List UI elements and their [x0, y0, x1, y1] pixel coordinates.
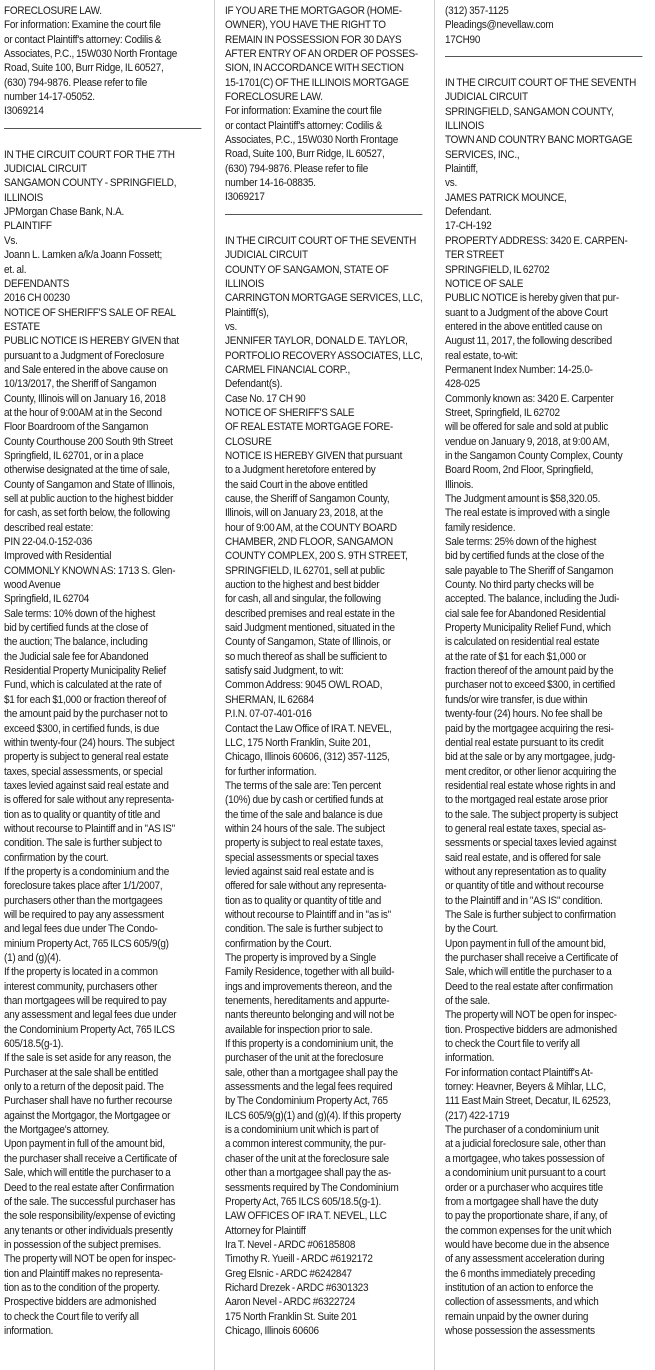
notice-line: Residential Property Municipality Relief [4, 665, 166, 678]
notice-line: is calculated on residential real estate [445, 636, 600, 649]
notice-line: tion and Plaintiff makes no representa- [4, 1267, 163, 1280]
notice-line: County. No third party checks will be [445, 579, 594, 592]
notice-line: PLAINTIFF [4, 220, 52, 233]
notice-line: 15-1701(C) OF THE ILLINOIS MORTGAGE [225, 76, 409, 89]
notice-line: or contact Plaintiff's attorney: Codilis & [225, 119, 383, 132]
notice-line: otherwise designated at the time of sale, [4, 464, 170, 477]
notice-line: any tenants or other individuals presently [4, 1224, 173, 1237]
notice-line: property is subject to general real estate [4, 751, 169, 764]
notice-line: Commonly known as: 3420 E. Carpenter [445, 392, 614, 405]
notice-line: of the sale. The successful purchaser has [4, 1195, 176, 1208]
notice-line: the Condominium Property Act, 765 ILCS [4, 1023, 175, 1036]
notice-line: from a mortgagee shall have the duty [445, 1195, 599, 1208]
notice-line: LAW OFFICES OF IRA T. NEVEL, LLC [225, 1210, 387, 1223]
notice-line: 605/18.5(g-1). [4, 1038, 64, 1051]
notice-line: Family Residence, together with all build- [225, 966, 395, 979]
notice-line: JENNIFER TAYLOR, DONALD E. TAYLOR, [225, 335, 408, 348]
notice-line: Defendant. [445, 206, 492, 219]
notice-line: Common Address: 9045 OWL ROAD, [225, 679, 383, 692]
notice-line: Plaintiff(s), [225, 306, 269, 319]
notice-line: condition. The sale is further subject to [4, 837, 162, 850]
notice-line: Illinois. [445, 478, 474, 491]
notice-line: collection of assessments, and which [445, 1296, 599, 1309]
notice-line: minium Property Act, 765 ILCS 605/9(g) [4, 937, 169, 950]
notice-line: sell at public auction to the highest bidder [4, 493, 174, 505]
notice-line: entered in the above entitled cause on [445, 320, 603, 333]
notice-line: for cash, all and singular, the following [225, 593, 381, 606]
notice-line: (312) 357-1125 [445, 5, 509, 17]
notice-line: foreclosure takes place after 1/1/2007, [4, 880, 163, 893]
notice-line: August 11, 2017, the following described [445, 335, 612, 348]
notice-line: If the sale is set aside for any reason, the [4, 1052, 171, 1065]
notice-line: paid by the mortgagee acquiring the resi- [445, 722, 614, 735]
notice-line: PORTFOLIO RECOVERY ASSOCIATES, LLC, [225, 349, 423, 362]
notice-line: information. [4, 1324, 54, 1337]
notice-line: fraction thereof of the amount paid by the [445, 665, 614, 678]
notice-line: to check the Court file to verify all [445, 1038, 580, 1051]
notice-line: NOTICE IS HEREBY GIVEN that pursuant [225, 449, 403, 462]
notice-line: the purchaser shall receive a Certificate of [445, 952, 618, 964]
notice-line: Fund, which is calculated at the rate of [4, 679, 162, 692]
notice-line: FORECLOSURE LAW. [4, 5, 102, 17]
notice-line: will be offered for sale and sold at public [445, 421, 609, 434]
notice-block [445, 4, 636, 47]
notice-line: at a judicial foreclosure sale, other than [445, 1138, 606, 1151]
notice-line: sessments required by The Condominium [225, 1181, 399, 1194]
notice-line: the said Court in the above entitled [225, 478, 368, 491]
notice-line: order or a purchaser who acquires title [445, 1181, 603, 1194]
notice-line: Property Municipality Relief Fund, which [445, 622, 611, 635]
notice-line: cial sale fee for Abandoned Residential [445, 607, 606, 620]
notice-line: is a condominium unit which is part of [225, 1124, 379, 1137]
notice-line: the purchaser shall receive a Certificate of [4, 1152, 177, 1165]
notice-line: IF YOU ARE THE MORTGAGOR (HOME- [225, 5, 402, 17]
notice-line: If this property is a condominium unit, the [225, 1038, 394, 1051]
notice-line: Chicago, Illinois 60606, (312) 357-1125, [225, 751, 390, 764]
notice-line: SERVICES, INC., [445, 148, 520, 161]
notice-line: auction to the highest and best bidder [225, 579, 380, 592]
notice-line: to a Judgment heretofore entered by [225, 464, 376, 477]
notice-line: confirmation by the Court. [225, 937, 332, 950]
notice-line: whose possession the assessments [445, 1324, 595, 1337]
notice-line: The property will NOT be open for inspec- [445, 1009, 617, 1022]
notice-line: Springfield, IL 62704 [4, 593, 90, 606]
notice-line: COMMONLY KNOWN AS: 1713 S. Glen- [4, 564, 176, 577]
notice-line: Illinois, will on January 23, 2018, at the [225, 507, 383, 520]
notice-line: NOTICE OF SALE [445, 277, 524, 290]
notice-line: IN THE CIRCUIT COURT FOR THE 7TH [4, 148, 175, 161]
notice-line: taxes levied against said real estate and [4, 779, 169, 792]
notice-line: CLOSURE [225, 435, 272, 448]
notice-line: PIN 22-04.0-152-036 [4, 536, 93, 549]
notice-line: property is subject to real estate taxes, [225, 837, 384, 850]
notice-line: PROPERTY ADDRESS: 3420 E. CARPEN- [445, 234, 628, 247]
notice-line: vs. [225, 320, 238, 333]
notice-line: For information contact Plaintiff's At- [445, 1066, 593, 1079]
notice-line: The terms of the sale are: Ten percent [225, 779, 381, 792]
notice-line: a mortgagee, who takes possession of [445, 1152, 605, 1165]
notice-line: cause, the Sheriff of Sangamon County, [225, 493, 390, 505]
notice-line: Richard Drezek - ARDC #6301323 [225, 1281, 369, 1294]
notice-line: the sole responsibility/expense of evicting [4, 1210, 176, 1223]
notice-line: information. [445, 1052, 495, 1065]
notice-line: the time of the sale and balance is due [225, 808, 383, 821]
notice-line: TOWN AND COUNTRY BANC MORTGAGE [445, 134, 633, 147]
notice-divider [4, 128, 201, 129]
notice-line: without any representation as to quality [445, 865, 606, 878]
notice-block [225, 234, 423, 1338]
notice-line: PUBLIC NOTICE is hereby given that pur- [445, 292, 619, 305]
notice-line: assessments and the legal fees required [225, 1081, 393, 1094]
notice-line: a common interest community, the pur- [225, 1138, 386, 1151]
notice-line: to the Plaintiff and in "AS IS" condition. [445, 894, 603, 907]
notice-line: (1) and (g)(4). [4, 952, 61, 964]
notice-line: JUDICIAL CIRCUIT [445, 91, 528, 104]
notice-line: The property is improved by a Single [225, 952, 376, 964]
notice-line: sale payable to The Sheriff of Sangamon [445, 564, 614, 577]
notice-block [4, 148, 195, 1339]
notice-line: NOTICE OF SHERIFF'S SALE OF REAL [4, 306, 176, 319]
notice-line: bid at the sale or by any mortgagee, judg- [445, 751, 616, 764]
notice-line: Greg Elsnic - ARDC #6242847 [225, 1267, 352, 1280]
notice-line: Attorney for Plaintiff [225, 1224, 306, 1237]
column-3 [445, 4, 636, 1338]
notice-line: Contact the Law Office of IRA T. NEVEL, [225, 722, 392, 735]
notice-block [445, 76, 636, 1338]
notice-line: JUDICIAL CIRCUIT [225, 249, 308, 262]
notice-line: tion as to the condition of the property. [4, 1281, 160, 1294]
column-divider [214, 0, 215, 1370]
notice-line: Floor Boardroom of the Sangamon [4, 421, 149, 434]
notice-line: the auction; The balance, including [4, 636, 148, 649]
notice-line: 2016 CH 00230 [4, 292, 70, 305]
notice-line: For information: Examine the court file [225, 105, 382, 118]
notice-line: ILLINOIS [225, 277, 265, 290]
notice-line: of any assessment acceleration during [445, 1253, 605, 1266]
notice-line: would have become due in the absence [445, 1238, 610, 1251]
notice-line: against the Mortgagor, the Mortgagee or [4, 1109, 171, 1122]
notice-line: sessments or special taxes levied against [445, 837, 617, 850]
notice-line: Vs. [4, 234, 18, 247]
notice-line: Deed to the real estate after Confirmation [4, 1181, 174, 1194]
column-2 [225, 4, 423, 1338]
notice-line: ILLINOIS [445, 120, 485, 133]
notice-line: bid by certified funds at the close of the [445, 550, 605, 563]
notice-line: so much thereof as shall be sufficient to [225, 650, 387, 663]
notice-line: I3069217 [225, 191, 265, 204]
notice-line: 111 East Main Street, Decatur, IL 62523, [445, 1095, 611, 1108]
notice-line: special assessments or special taxes [225, 851, 379, 864]
notice-line: to the sale. The subject property is subject [445, 808, 618, 821]
notice-line: FORECLOSURE LAW. [225, 91, 323, 104]
notice-line: JAMES PATRICK MOUNCE, [445, 191, 567, 204]
notice-line: in the Sangamon County Complex, County [445, 449, 623, 462]
notice-line: twenty-four (24) hours. No fee shall be [445, 708, 603, 721]
notice-line: IN THE CIRCUIT COURT OF THE SEVENTH [225, 234, 417, 247]
notice-line: Prospective bidders are admonished [4, 1296, 157, 1309]
notice-line: Street, Springfield, IL 62702 [445, 406, 560, 419]
notice-line: LLC, 175 North Franklin, Suite 201, [225, 736, 371, 749]
notice-line: and legal fees due under The Condo- [4, 923, 158, 936]
notice-line: ILCS 605/9(g)(1) and (g)(4). If this property [225, 1109, 401, 1122]
notice-line: DEFENDANTS [4, 277, 70, 290]
notice-line: said Judgment mentioned, situated in the [225, 622, 395, 635]
notice-line: Timothy R. Yueill - ARDC #6192172 [225, 1253, 373, 1266]
notice-line: 17CH90 [445, 33, 481, 46]
notice-line: Associates, P.C., 15W030 North Frontage [225, 134, 399, 147]
notice-line: County, Illinois will on January 16, 2018 [4, 392, 166, 405]
notice-line: said real estate, and is offered for sale [445, 851, 601, 864]
notice-line: to general real estate taxes, special as- [445, 822, 606, 835]
notice-line: Sale terms: 25% down of the highest [445, 536, 597, 549]
notice-line: a condominium unit pursuant to a court [445, 1167, 606, 1180]
notice-line: without recourse to Plaintiff and in "AS IS" [4, 822, 175, 835]
notice-line: Sale, which will entitle the purchaser to a [4, 1167, 171, 1180]
notice-line: for further information. [225, 765, 317, 778]
notice-line: SANGAMON COUNTY - SPRINGFIELD, [4, 177, 177, 190]
notice-line: Defendant(s). [225, 378, 283, 391]
notice-line: Board Room, 2nd Floor, Springfield, [445, 464, 594, 477]
notice-line: The real estate is improved with a single [445, 507, 610, 520]
notice-line: than mortgagees will be required to pay [4, 995, 167, 1008]
notice-line: The Sale is further subject to confirmation [445, 908, 616, 921]
notice-line: remain unpaid by the owner during [445, 1310, 589, 1323]
notice-line: 17-CH-192 [445, 220, 492, 233]
notice-line: any assessment and legal fees due under [4, 1009, 177, 1022]
notice-line: SHERMAN, IL 62684 [225, 693, 314, 706]
notice-line: ings and improvements thereon, and the [225, 980, 392, 993]
notice-line: TER STREET [445, 249, 505, 262]
notice-line: institution of an action to enforce the [445, 1281, 594, 1294]
notice-line: other than a mortgagee shall pay the as- [225, 1167, 392, 1180]
notice-block [225, 4, 419, 205]
notice-line: For information: Examine the court file [4, 19, 161, 32]
notice-line: levied against said real estate and is [225, 865, 374, 878]
notice-line: JUDICIAL CIRCUIT [4, 163, 87, 176]
notice-line: Upon payment in full of the amount bid, [4, 1138, 165, 1151]
notice-line: Improved with Residential [4, 550, 112, 563]
notice-line: purchasers other than the mortgagees [4, 894, 163, 907]
notice-line: Aaron Nevel - ARDC #6322724 [225, 1296, 356, 1309]
notice-line: CHAMBER, 2ND FLOOR, SANGAMON [225, 536, 393, 549]
notice-line: within twenty-four (24) hours. The subject [4, 736, 175, 749]
notice-line: CARRINGTON MORTGAGE SERVICES, LLC, [225, 292, 423, 305]
notice-line: the Mortgagee's attorney. [4, 1124, 110, 1137]
notice-line: P.I.N. 07-07-401-016 [225, 708, 312, 721]
notice-line: real estate, to-wit: [445, 349, 518, 362]
notice-line: County of Sangamon, State of Illinois, or [225, 636, 391, 649]
notice-line: SPRINGFIELD, IL 62702 [445, 263, 550, 276]
notice-line: (630) 794-9876. Please refer to file [4, 76, 148, 89]
notice-line: confirmation by the court. [4, 851, 109, 864]
notice-line: If the property is located in a common [4, 966, 158, 979]
notice-line: bid by certified funds at the close of [4, 622, 148, 635]
notice-line: to the mortgaged real estate arose prior [445, 794, 608, 807]
notice-line: satisfy said Judgment, to wit: [225, 665, 344, 678]
notice-line: hour of 9:00 AM, at the COUNTY BOARD [225, 521, 397, 534]
notice-line: Ira T. Nevel - ARDC #06185808 [225, 1238, 356, 1251]
notice-line: The purchaser of a condominium unit [445, 1124, 599, 1137]
notice-line: funds/or wire transfer, is due within [445, 693, 588, 706]
notice-line: Permanent Index Number: 14-25.0- [445, 363, 593, 376]
notice-line: OF REAL ESTATE MORTGAGE FORE- [225, 421, 393, 434]
notice-line: Purchaser shall have no further recourse [4, 1095, 173, 1108]
notice-line: PUBLIC NOTICE IS HEREBY GIVEN that [4, 335, 179, 348]
notice-line: COUNTY OF SANGAMON, STATE OF [225, 263, 389, 276]
notice-line: for cash, as set forth below, the following [4, 507, 170, 520]
notice-line: If the property is a condominium and the [4, 865, 169, 878]
notice-line: at the rate of $1 for each $1,000 or [445, 650, 587, 663]
notice-line: or quantity of title and without recourse [445, 880, 604, 893]
notice-divider [445, 56, 642, 57]
notice-line: in possession of the subject premises. [4, 1238, 161, 1251]
notice-line: condition. The sale is further subject to [225, 923, 383, 936]
notice-line: and Sale entered in the above cause on [4, 363, 168, 376]
notice-line: will be required to pay any assessment [4, 908, 164, 921]
notice-line: offered for sale without any representa- [225, 880, 387, 893]
notice-line: torney: Heavner, Beyers & Mihlar, LLC, [445, 1081, 606, 1094]
column-1 [4, 4, 195, 1338]
notice-line: Joann L. Lamken a/k/a Joann Fossett; [4, 249, 163, 262]
notice-line: ESTATE [4, 320, 40, 333]
notice-line: Upon payment in full of the amount bid, [445, 937, 606, 950]
notice-line: nants thereunto belonging and will not be [225, 1009, 395, 1022]
notice-line: the amount paid by the purchaser not to [4, 708, 168, 721]
notice-line: dential real estate pursuant to its credit [445, 736, 604, 749]
notice-line: number 14-17-05052. [4, 91, 95, 104]
notice-line: SPRINGFIELD, IL 62701, sell at public [225, 564, 385, 577]
notice-line: the Judicial sale fee for Abandoned [4, 650, 149, 663]
notice-line: described premises and real estate in the [225, 607, 395, 620]
notice-line: tion as to quality or quantity of title and [225, 894, 382, 907]
notice-line: number 14-16-08835. [225, 177, 316, 190]
notice-line: Sale terms: 10% down of the highest [4, 607, 156, 620]
notice-line: chaser of the unit at the foreclosure sale [225, 1152, 389, 1165]
notice-line: Plaintiff, [445, 163, 478, 176]
notice-line: interest community, purchasers other [4, 980, 158, 993]
notice-line: ment creditor, or other lienor acquiring the [445, 765, 617, 778]
notice-line: available for inspection prior to sale. [225, 1023, 373, 1036]
notice-line: County Courthouse 200 South 9th Street [4, 435, 173, 448]
notice-line: Chicago, Illinois 60606 [225, 1324, 319, 1337]
notice-line: OWNER), YOU HAVE THE RIGHT TO [225, 19, 386, 32]
notice-line: (217) 422-1719 [445, 1109, 510, 1122]
notice-line: purchaser of the unit at the foreclosure [225, 1052, 384, 1065]
notice-line: Road, Suite 100, Burr Ridge, IL 60527, [4, 62, 164, 75]
notice-line: by The Condominium Property Act, 765 [225, 1095, 388, 1108]
notice-line: CARMEL FINANCIAL CORP., [225, 363, 350, 376]
notice-line: 428-025 [445, 378, 480, 391]
notice-line: described real estate: [4, 521, 94, 534]
notice-divider [225, 214, 422, 215]
notice-line: or contact Plaintiff's attorney: Codilis & [4, 33, 162, 46]
notice-line: Purchaser at the sale shall be entitled [4, 1066, 159, 1079]
notice-line: Sale, which will entitle the purchaser to a [445, 966, 612, 979]
notice-line: at the hour of 9:00AM at in the Second [4, 406, 162, 419]
notice-line: within 24 hours of the sale. The subject [225, 822, 385, 835]
notice-line: The Judgment amount is $58,320.05. [445, 493, 601, 505]
notice-line: vs. [445, 177, 458, 190]
notice-line: without recourse to Plaintiff and in "as is" [225, 908, 391, 921]
notice-line: (630) 794-9876. Please refer to file [225, 162, 369, 175]
notice-line: tenements, hereditaments and appurte- [225, 995, 390, 1008]
notice-line: Pleadings@nevellaw.com [445, 19, 554, 32]
notice-line: family residence. [445, 521, 516, 534]
notice-line: COUNTY COMPLEX, 200 S. 9TH STREET, [225, 550, 408, 563]
notice-line: I3069214 [4, 105, 44, 118]
notice-line: tion. Prospective bidders are admonished [445, 1023, 617, 1036]
notice-line: 10/13/2017, the Sheriff of Sangamon [4, 378, 157, 391]
notice-line: Deed to the real estate after confirmation [445, 980, 613, 993]
notice-line: Property Act, 765 ILCS 605/18.5(g-1). [225, 1195, 382, 1208]
notice-line: NOTICE OF SHERIFF'S SALE [225, 406, 355, 419]
notice-line: vendue on January 9, 2018, at 9:00 AM, [445, 435, 610, 448]
notice-line: tion as to quality or quantity of title and [4, 808, 161, 821]
notice-line: only to a return of the deposit paid. The [4, 1081, 164, 1094]
notice-line: IN THE CIRCUIT COURT OF THE SEVENTH [445, 77, 637, 90]
notice-line: to pay the proportionate share, if any, of [445, 1210, 608, 1223]
notice-line: to check the Court file to verify all [4, 1310, 139, 1323]
notice-line: pursuant to a Judgment of Foreclosure [4, 349, 165, 362]
notice-line: sale, other than a mortgagee shall pay the [225, 1066, 398, 1079]
notice-line: JPMorgan Chase Bank, N.A. [4, 206, 125, 219]
notice-line: REMAIN IN POSSESSION FOR 30 DAYS [225, 33, 402, 46]
notice-line: exceed $300, in certified funds, is due [4, 722, 160, 735]
notice-line: Case No. 17 CH 90 [225, 392, 306, 405]
notice-line: residential real estate whose rights in and [445, 779, 616, 792]
notice-line: of the sale. [445, 995, 490, 1008]
notice-line: County of Sangamon and State of Illinois, [4, 478, 175, 491]
notice-line: taxes, special assessments, or special [4, 765, 163, 778]
notice-line: $1 for each $1,000 or fraction thereof of [4, 693, 167, 706]
column-divider [434, 0, 435, 1370]
notice-line: Springfield, IL 62701, or in a place [4, 449, 144, 462]
notice-line: Associates, P.C., 15W030 North Frontage [4, 48, 178, 61]
notice-line: et. al. [4, 263, 27, 276]
notice-line: the common expenses for the unit which [445, 1224, 612, 1237]
notice-line: 175 North Franklin St. Suite 201 [225, 1310, 357, 1323]
notice-line: SPRINGFIELD, SANGAMON COUNTY, [445, 105, 614, 118]
notice-line: The property will NOT be open for inspec- [4, 1253, 176, 1266]
notice-line: accepted. The balance, including the Judi- [445, 593, 620, 606]
notice-line: the 6 months immediately preceding [445, 1267, 596, 1280]
notice-line: ILLINOIS [4, 191, 44, 204]
notice-line: (10%) due by cash or certified funds at [225, 794, 384, 807]
notice-line: suant to a Judgment of the above Court [445, 306, 608, 319]
notice-line: SION, IN ACCORDANCE WITH SECTION [225, 62, 404, 75]
notice-line: is offered for sale without any representa- [4, 794, 175, 807]
notice-block [4, 4, 195, 119]
notice-line: AFTER ENTRY OF AN ORDER OF POSSES- [225, 48, 419, 61]
notice-line: Road, Suite 100, Burr Ridge, IL 60527, [225, 148, 385, 161]
notice-line: wood Avenue [4, 579, 61, 592]
notice-line: purchaser not to exceed $300, in certified [445, 679, 615, 692]
notice-line: by the Court. [445, 923, 499, 936]
